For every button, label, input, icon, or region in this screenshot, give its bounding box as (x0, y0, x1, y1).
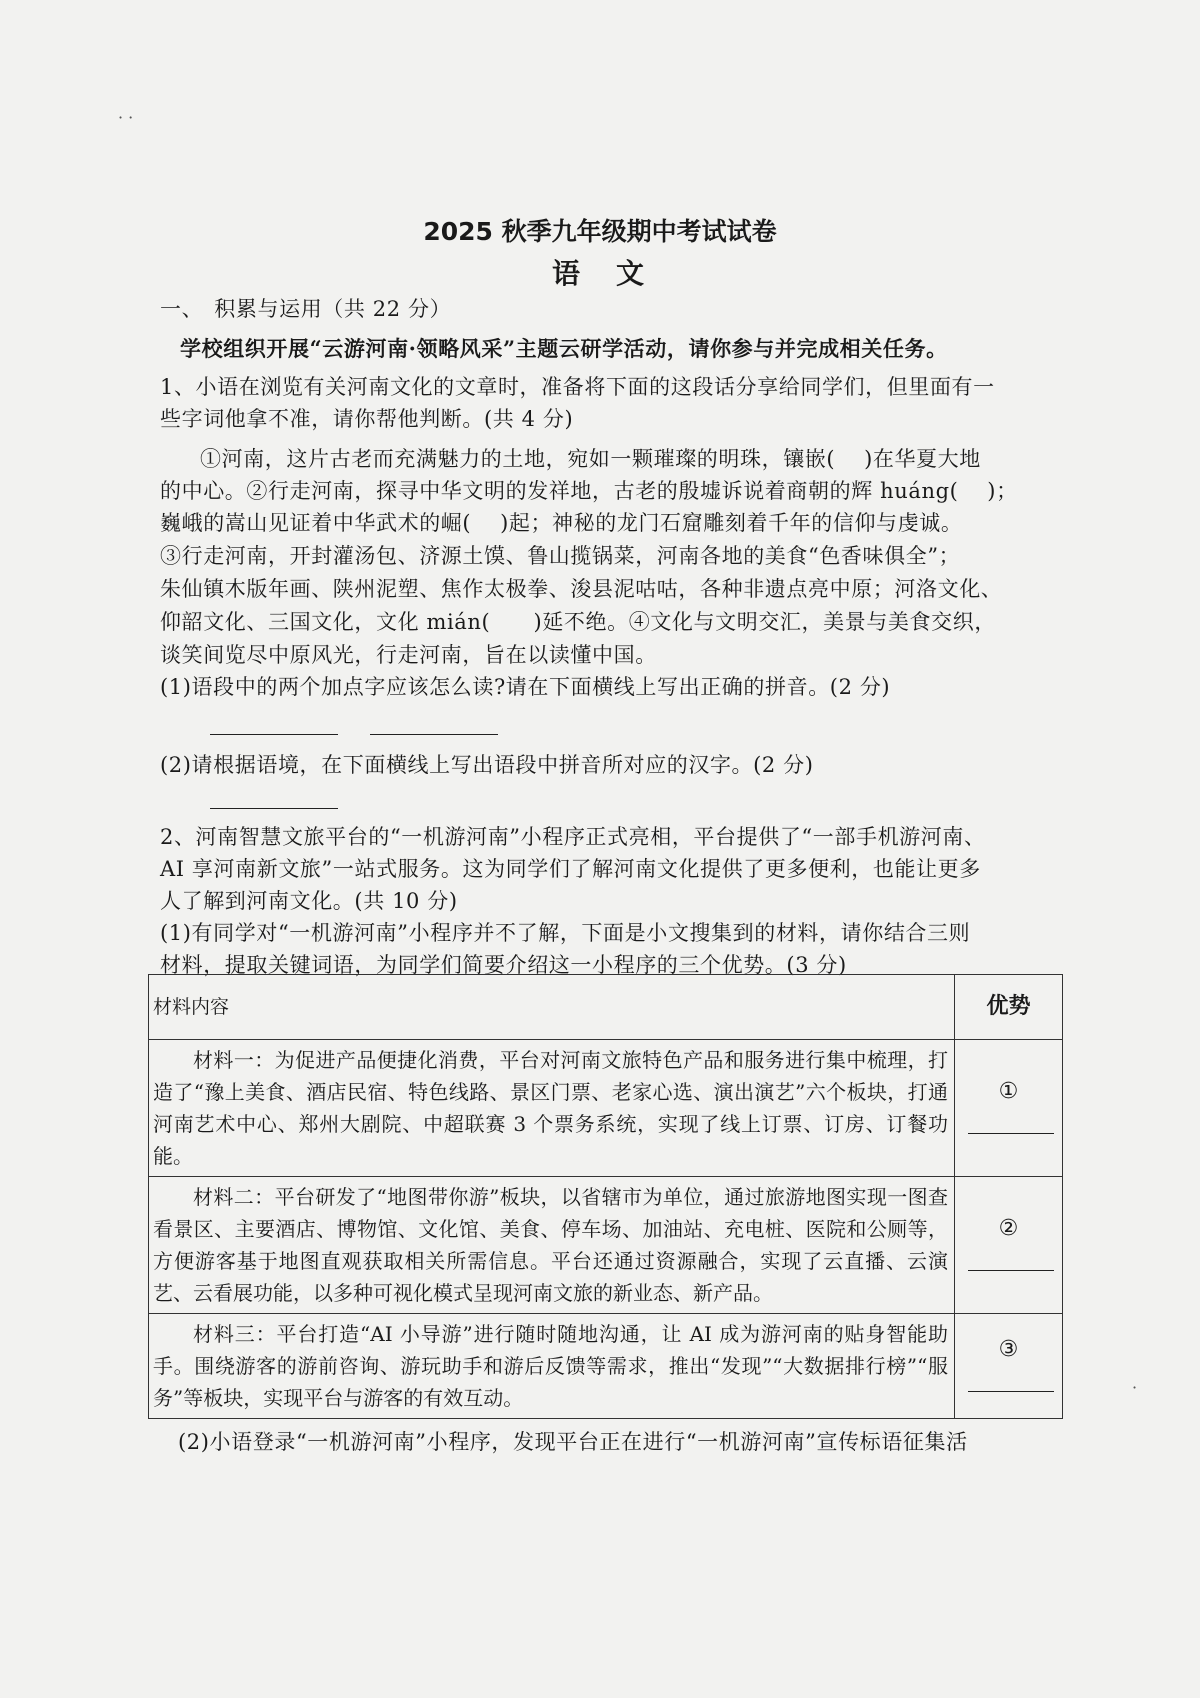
q1-line: 1、小语在浏览有关河南文化的文章时，准备将下面的这段话分享给同学们，但里面有一 (160, 375, 995, 399)
material-cell (149, 1314, 955, 1419)
answer-blank[interactable] (968, 1391, 1054, 1392)
passage-line: 巍峨的嵩山见证着中华武术的崛( )起；神秘的龙门石窟雕刻着千年的信仰与虔诚。 (160, 511, 963, 535)
q2-line: AI 享河南新文旅”一站式服务。这为同学们了解河南文化提供了更多便利，也能让更多 (160, 857, 981, 881)
q1-sub1: (1)语段中的两个加点字应该怎么读?请在下面横线上写出正确的拼音。(2 分) (160, 675, 891, 699)
header-material-content: 材料内容 (149, 975, 955, 1040)
answer-blank[interactable] (210, 808, 338, 809)
material-text: 材料二：平台研发了“地图带你游”板块，以省辖市为单位，通过旅游地图实现一图查看景区、主要酒店、博物馆、文化馆、美食、停车场、加油站、充电桩、医院和公厕等，方便游客基于地图直观获取相关所需信息。平台还通过资源融合，实现了云直播、云演艺、云看展功能，以多种可视化模式呈现河南文旅的新业态、新产品。 (153, 1185, 948, 1305)
q2-sub1-line: 材料，提取关键词语，为同学们简要介绍这一小程序的三个优势。(3 分) (160, 953, 847, 977)
q1-line: 些字词他拿不准，请你帮他判断。(共 4 分) (160, 407, 574, 431)
answer-marker: ① (998, 1079, 1019, 1104)
section-heading: 一、 积累与运用（共 22 分） (160, 297, 452, 321)
material-text: 材料一：为促进产品便捷化消费，平台对河南文旅特色产品和服务进行集中梳理，打造了“豫上美食、酒店民宿、特色线路、景区门票、老家心选、演出演艺”六个板块，打通河南艺术中心、郑州大剧院、中超联赛 3 个票务系统，实现了线上订票、订房、订餐功能。 (153, 1048, 948, 1168)
q2-line: 2、河南智慧文旅平台的“一机游河南”小程序正式亮相，平台提供了“一部手机游河南、 (160, 825, 986, 849)
passage-line: 仰韶文化、三国文化，文化 mián( )延不绝。④文化与文明交汇，美景与美食交织， (160, 610, 996, 634)
advantage-answer-cell[interactable] (955, 1177, 1063, 1314)
passage-line: ③行走河南，开封灌汤包、济源土馍、鲁山揽锅菜，河南各地的美食“色香味俱全”； (160, 544, 961, 568)
table-row (149, 1177, 1063, 1314)
material-cell (149, 1177, 955, 1314)
passage-line: 谈笑间览尽中原风光，行走河南，旨在以读懂中国。 (160, 643, 657, 667)
answer-marker: ② (998, 1216, 1019, 1241)
materials-table (148, 974, 1063, 1419)
table-row (149, 1040, 1063, 1177)
answer-blank[interactable] (968, 1270, 1054, 1271)
subject-title: 语 文 (551, 257, 648, 290)
answer-blank[interactable] (968, 1133, 1054, 1134)
scan-specks: · · (118, 108, 134, 127)
passage-line: 朱仙镇木版年画、陕州泥塑、焦作太极拳、浚县泥咕咕，各种非遗点亮中原；河洛文化、 (160, 577, 1003, 601)
exam-title: 2025 秋季九年级期中考试试卷 (423, 217, 777, 246)
answer-blank[interactable] (210, 734, 338, 735)
material-cell (149, 1040, 955, 1177)
answer-marker: ③ (998, 1337, 1019, 1362)
scan-mark: · (1132, 1378, 1138, 1397)
material-text: 材料三：平台打造“AI 小导游”进行随时随地沟通，让 AI 成为游河南的贴身智能助手。围绕游客的游前咨询、游玩助手和游后反馈等需求，推出“发现”“大数据排行榜”“服务”等板块，实现平台与游客的有效互动。 (153, 1322, 948, 1410)
passage-line: ①河南，这片古老而充满魅力的土地，宛如一颗璀璨的明珠，镶嵌( )在华夏大地 (200, 447, 981, 471)
q2-sub1-line: (1)有同学对“一机游河南”小程序并不了解，下面是小文搜集到的材料，请你结合三则 (160, 921, 971, 945)
passage-line: 的中心。②行走河南，探寻中华文明的发祥地，古老的殷墟诉说着商朝的辉 huáng( )； (160, 479, 1018, 503)
advantage-answer-cell[interactable] (955, 1040, 1063, 1177)
q2-line: 人了解到河南文化。(共 10 分) (160, 889, 458, 913)
section-intro: 学校组织开展“云游河南·领略风采”主题云研学活动，请你参与并完成相关任务。 (180, 336, 948, 361)
header-advantage: 优势 (955, 975, 1063, 1040)
q2-sub2: (2)小语登录“一机游河南”小程序，发现平台正在进行“一机游河南”宣传标语征集活 (178, 1430, 968, 1454)
q1-sub2: (2)请根据语境，在下面横线上写出语段中拼音所对应的汉字。(2 分) (160, 753, 814, 777)
table-header-row (149, 975, 1063, 1040)
table-row (149, 1314, 1063, 1419)
advantage-answer-cell[interactable] (955, 1314, 1063, 1419)
answer-blank[interactable] (370, 734, 498, 735)
